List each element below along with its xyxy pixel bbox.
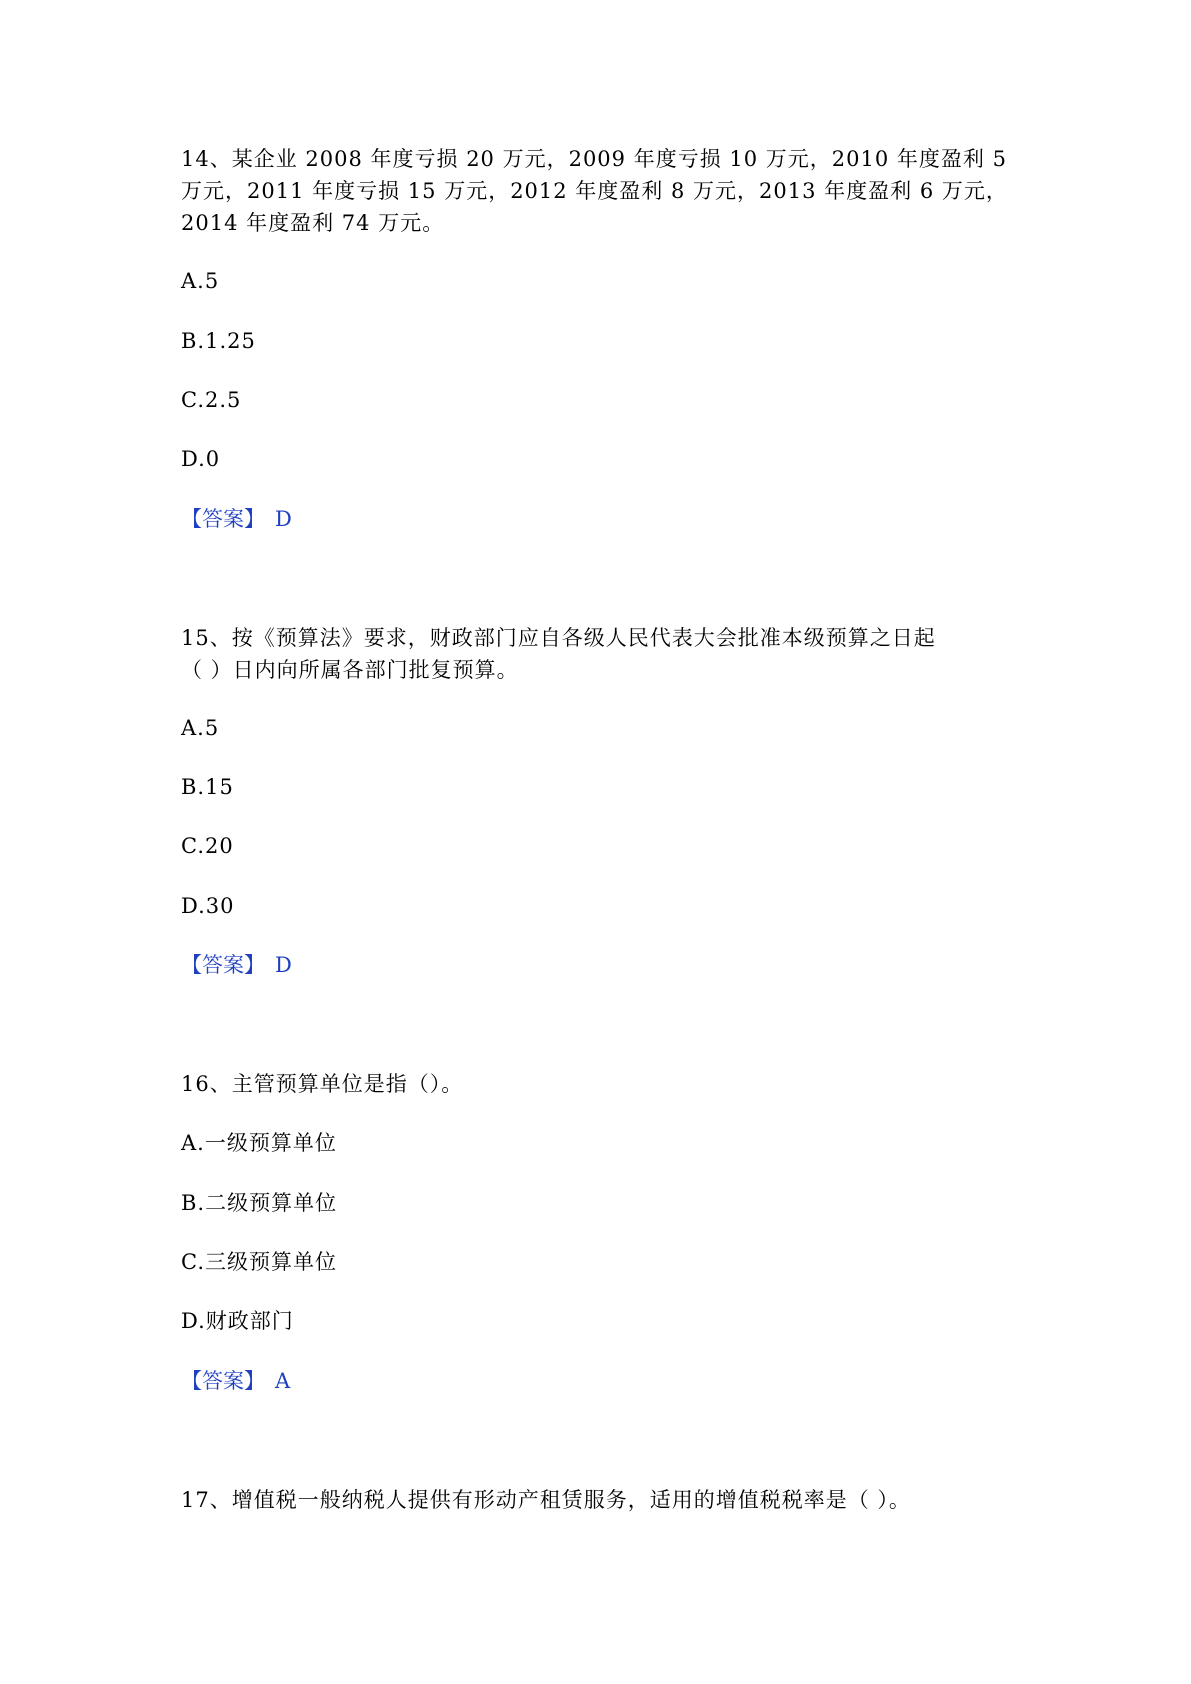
question-15-option-d: D.30	[181, 894, 235, 918]
answer-value: D	[275, 507, 292, 531]
question-16-answer	[181, 1365, 290, 1397]
question-15-answer	[181, 949, 292, 981]
question-14-line-2: 万元，2011 年度亏损 15 万元，2012 年度盈利 8 万元，2013 年度盈利 6 万元，	[181, 179, 1008, 203]
question-16-option-b: B.二级预算单位	[181, 1191, 338, 1215]
question-14-option-d: D.0	[181, 447, 221, 471]
question-14-option-a: A.5	[181, 269, 220, 293]
answer-value: A	[275, 1369, 291, 1393]
question-16-option-c: C.三级预算单位	[181, 1250, 337, 1274]
question-15-line-1: 15、按《预算法》要求，财政部门应自各级人民代表大会批准本级预算之日起	[181, 626, 936, 650]
question-16-option-d: D.财政部门	[181, 1309, 294, 1333]
question-14-option-b: B.1.25	[181, 329, 256, 353]
question-14-line-1: 14、某企业 2008 年度亏损 20 万元，2009 年度亏损 10 万元，2010 年度盈利 5	[181, 147, 1007, 171]
question-14-answer	[181, 503, 292, 535]
question-16-option-a: A.一级预算单位	[181, 1131, 337, 1155]
question-14-option-c: C.2.5	[181, 388, 242, 412]
question-17-line-1: 17、增值税一般纳税人提供有形动产租赁服务，适用的增值税税率是（ ）。	[181, 1488, 911, 1512]
question-15-option-a: A.5	[181, 716, 220, 740]
question-14-line-3: 2014 年度盈利 74 万元。	[181, 211, 445, 235]
question-15-line-2: （ ）日内向所属各部门批复预算。	[181, 658, 519, 682]
answer-label: 【答案】	[181, 1369, 265, 1393]
answer-label: 【答案】	[181, 953, 265, 977]
answer-value: D	[275, 953, 292, 977]
question-15-option-b: B.15	[181, 775, 234, 799]
question-16-line-1: 16、主管预算单位是指（）。	[181, 1072, 464, 1096]
question-15-option-c: C.20	[181, 834, 234, 858]
answer-label: 【答案】	[181, 507, 265, 531]
